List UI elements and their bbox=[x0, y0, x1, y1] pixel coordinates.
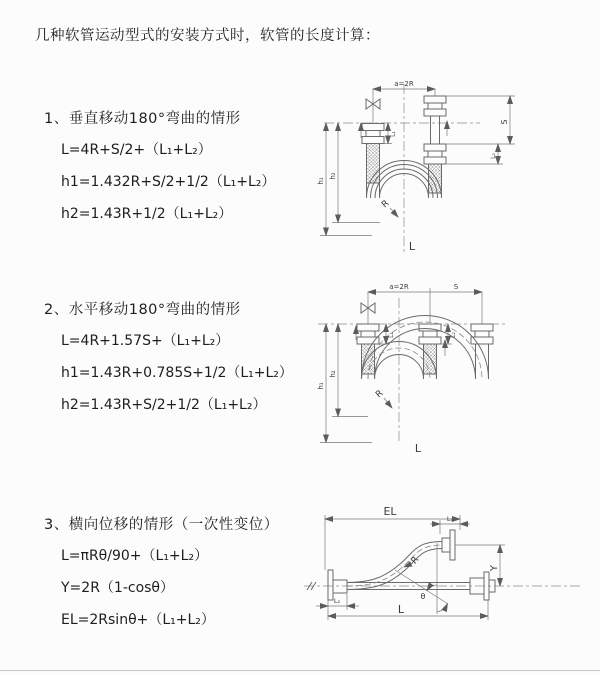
fitting-right bbox=[471, 324, 493, 344]
dim-label-l2: L₂ bbox=[450, 332, 457, 338]
formula-line: h1=1.432R+S/2+1/2（L₁+L₂） bbox=[61, 174, 276, 190]
radius-label: R bbox=[409, 555, 422, 567]
right-fitting-upper bbox=[424, 96, 446, 116]
dim-label-a2r: a=2R bbox=[394, 80, 414, 88]
dim-label-h1: h₁ bbox=[317, 382, 325, 390]
formula-line: h2=1.43R+S/2+1/2（L₁+L₂） bbox=[61, 397, 267, 413]
formula-line: L=4R+1.57S+（L₁+L₂） bbox=[61, 333, 230, 349]
dim-label-h2: h₂ bbox=[329, 370, 337, 378]
radius-label: R bbox=[374, 388, 386, 401]
dim-label-l: L bbox=[397, 603, 405, 616]
dim-label-l2: L₂ bbox=[490, 153, 497, 159]
flange-left bbox=[328, 570, 347, 600]
angle-label: θ bbox=[420, 592, 426, 601]
formula-line: h2=1.43R+1/2（L₁+L₂） bbox=[61, 206, 233, 222]
formula-line: L=4R+S/2+（L₁+L₂） bbox=[61, 142, 212, 158]
section-2-heading: 2、水平移动180°弯曲的情形 bbox=[44, 302, 241, 318]
section-3-formulas bbox=[61, 540, 334, 636]
hose-braid-left bbox=[362, 344, 375, 374]
left-fitting bbox=[362, 124, 384, 144]
diagram-horizontal-180-bend bbox=[312, 282, 592, 454]
dim-label-el: EL bbox=[383, 505, 397, 518]
diagram-lateral-displacement bbox=[298, 502, 595, 654]
hose-braid-right bbox=[429, 164, 442, 193]
right-pipe bbox=[431, 116, 440, 144]
flange-right-upper bbox=[442, 530, 455, 560]
section-2-formulas bbox=[61, 325, 334, 421]
dim-label-l1: L₁ bbox=[446, 515, 454, 523]
dim-label-s: S bbox=[453, 283, 459, 291]
scan-edge-line bbox=[0, 670, 600, 671]
dim-label-l1: L₁ bbox=[390, 131, 397, 137]
length-label: L bbox=[408, 240, 416, 253]
formula-line: EL=2Rsinθ+（L₁+L₂） bbox=[61, 612, 215, 628]
radius-label: R bbox=[380, 198, 392, 211]
section-2 bbox=[44, 301, 334, 421]
right-fitting-lower bbox=[424, 144, 446, 164]
document-title: 几种软管运动型式的安装方式时，软管的长度计算： bbox=[35, 28, 380, 44]
formula-line: h1=1.43R+0.785S+1/2（L₁+L₂） bbox=[61, 365, 293, 381]
section-1-heading: 1、垂直移动180°弯曲的情形 bbox=[44, 111, 241, 127]
section-3-heading: 3、横向位移的情形（一次性变位） bbox=[44, 517, 279, 533]
section-1-formulas bbox=[61, 134, 334, 230]
fitting-middle bbox=[419, 324, 441, 344]
formula-line: L=πRθ/90+（L₁+L₂） bbox=[61, 548, 209, 564]
dim-label-s: S bbox=[500, 119, 509, 125]
dim-label-h2: h₂ bbox=[329, 172, 337, 180]
dim-label-h1: h₁ bbox=[317, 177, 325, 185]
formula-line: Y=2R（1-cosθ） bbox=[61, 580, 174, 596]
section-3 bbox=[44, 516, 334, 636]
hose-braid-middle bbox=[424, 344, 437, 374]
dim-label-a2r: a=2R bbox=[389, 283, 409, 291]
dim-label-l1: L₁ bbox=[388, 332, 395, 338]
diagram-vertical-180-bend bbox=[310, 76, 592, 258]
dim-label-y: Y bbox=[489, 564, 500, 572]
fitting-left bbox=[357, 324, 379, 344]
section-1 bbox=[44, 110, 334, 230]
length-label: L bbox=[414, 442, 422, 454]
dim-label-l2: L₂ bbox=[333, 597, 341, 605]
